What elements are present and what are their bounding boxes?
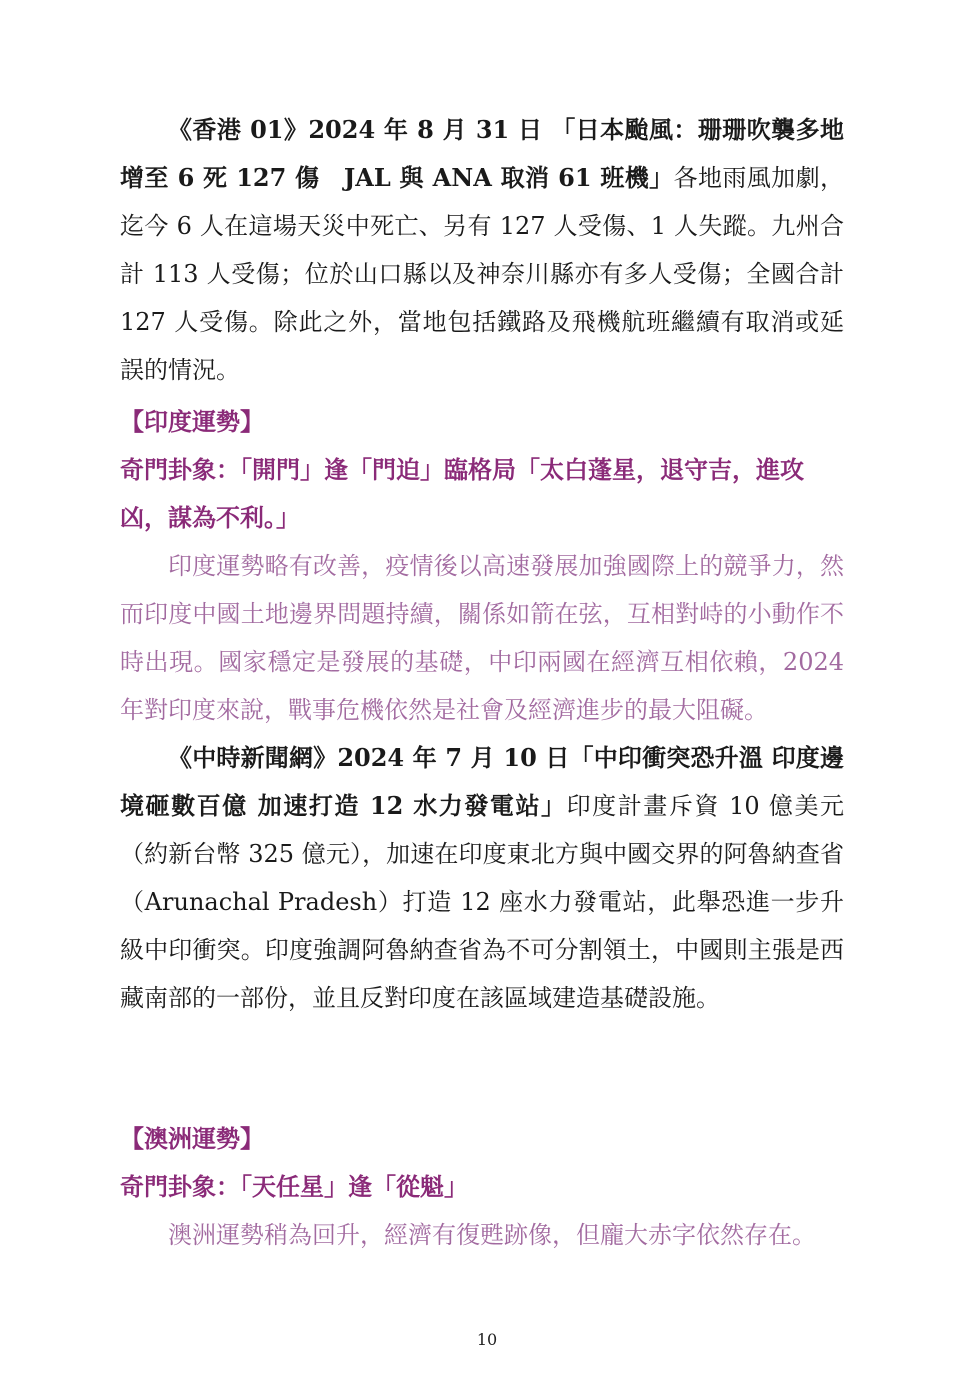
australia-heading: 【澳洲運勢】 [120, 1124, 264, 1153]
australia-analysis: 澳洲運勢稍為回升，經濟有復甦跡像，但龐大赤字依然存在。 [168, 1221, 816, 1249]
chinatimes-news-headline: 《中時新聞網》2024 年 7 月 10 日「中印衝突恐升溫 印度邊境砸數百億 加速打造 12 水力發電站」 [120, 743, 844, 820]
india-section [120, 398, 844, 1022]
hk01-news-headline: 《香港 01》2024 年 8 月 31 日 「日本颱風：珊珊吹襲多地增至 6 死 127 傷 JAL 與 ANA 取消 61 班機」 [120, 115, 844, 192]
india-analysis: 印度運勢略有改善，疫情後以高速發展加強國際上的競爭力，然而印度中國土地邊界問題持續，關係如箭在弦，互相對峙的小動作不時出現。國家穩定是發展的基礎，中印兩國在經濟互相依賴，2024 年對印度來說，戰事危機依然是社會及經濟進步的最大阻礙。 [120, 552, 844, 724]
chinatimes-news-body: 印度計畫斥資 10 億美元（約新台幣 325 億元），加速在印度東北方與中國交界的阿魯納查省（Arunachal Pradesh）打造 12 座水力發電站，此舉恐進一步升級中印衝突。印度強調阿魯納查省為不可分割領土，中國則主張是西藏南部的一部份，並且反對印度在該區域建造基礎設施。 [120, 792, 845, 1012]
hk01-news-body: 各地雨風加劇，迄今 6 人在這場天災中死亡、另有 127 人受傷、1 人失蹤。九州合計 113 人受傷；位於山口縣以及神奈川縣亦有多人受傷；全國合計 127 人受傷。除此之外，當地包括鐵路及飛機航班繼續有取消或延誤的情況。 [120, 164, 844, 384]
india-heading: 【印度運勢】 [120, 407, 264, 436]
india-omen: 奇門卦象：「開門」逢「門迫」臨格局「太白蓬星，退守吉，進攻凶，謀為不利。」 [120, 455, 804, 532]
hk01-news-paragraph [120, 106, 844, 394]
australia-omen: 奇門卦象：「天任星」逢「從魁」 [120, 1172, 468, 1201]
australia-section [120, 1115, 844, 1259]
page-number: 10 [476, 1330, 498, 1349]
